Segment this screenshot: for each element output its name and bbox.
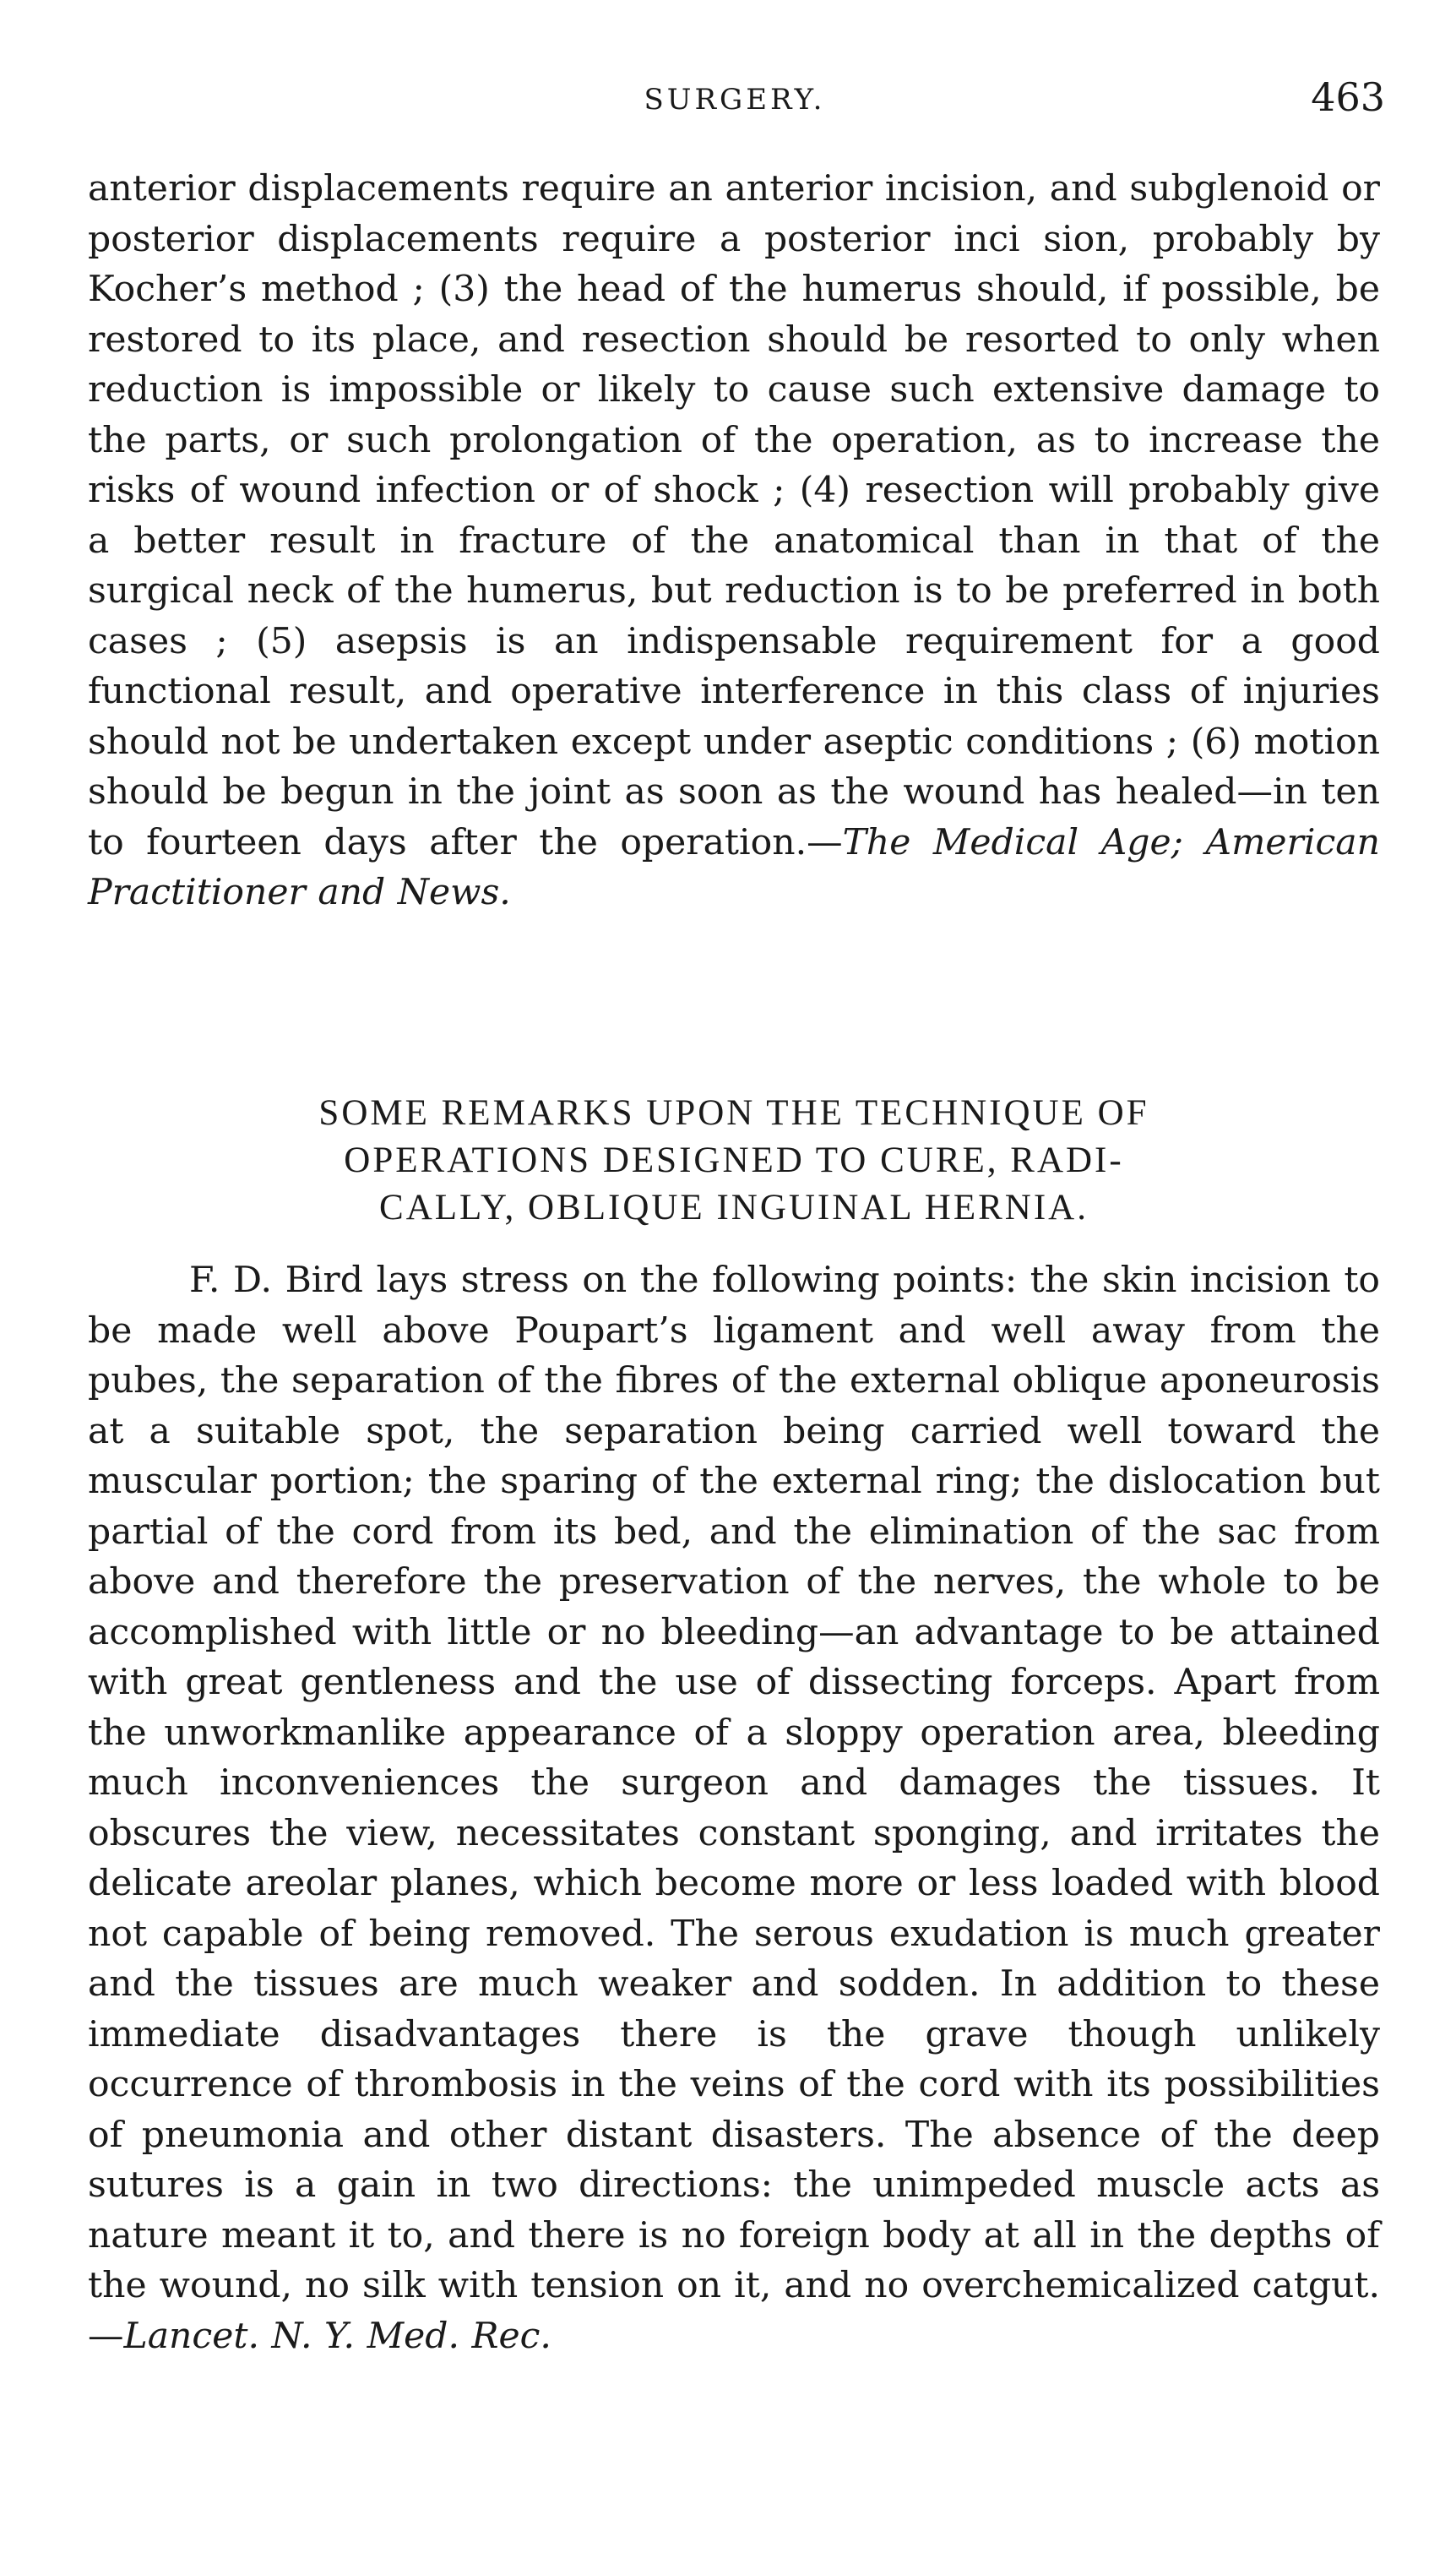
running-title: SURGERY. — [644, 83, 826, 117]
article-heading — [88, 1090, 1380, 1232]
heading-line: OPERATIONS DESIGNED TO CURE, RADI- — [344, 1140, 1124, 1180]
page-number: 463 — [1311, 74, 1385, 120]
heading-line: SOME REMARKS UPON THE TECHNIQUE OF — [318, 1093, 1149, 1133]
paragraph-text: F. D. Bird lays stress on the following points: the skin incision to be made well above Poupart’s ligament and well away from the pubes, the separation of the fibres of the external oblique aponeurosis at a suitable spot, the separation being carried well toward the muscular portion; the sparing of the external ring; the dislocation but partial of the cord from its bed, and the elimination of the sac from above and therefore the preservation of the nerves, the whole to be accomplished with little or no bleeding—an advantage to be attained with great gentleness and the use of dissecting forceps. Apart from the unworkmanlike appearance of a sloppy operation area, bleeding much inconveniences the surgeon and damages the tissues. It obscures the view, necessitates constant sponging, and irritates the delicate areolar planes, which become more or less loaded with blood not capable of being removed. The serous exudation is much greater and the tissues are much weaker and sodden. In addition to these immediate disadvantages there is the grave though unlikely occurrence of thrombosis in the veins of the cord with its possibilities of pneumonia and other distant disasters. The absence of the deep sutures is a gain in two directions: the unimpeded muscle acts as nature meant it to, and there is no foreign body at all in the depths of the wound, no silk with tension on it, and no overchemicalized catgut.— — [88, 1260, 1380, 2357]
source-citation: The Medical Age; American Practitioner and News. — [88, 821, 1380, 913]
running-head — [84, 74, 1385, 133]
article-paragraph — [88, 1255, 1380, 2361]
paragraph-continued — [88, 164, 1380, 918]
heading-line: CALLY, OBLIQUE INGUINAL HERNIA. — [379, 1188, 1089, 1228]
source-citation: Lancet. N. Y. Med. Rec. — [123, 2315, 551, 2357]
paragraph-text: anterior displacements require an anterior incision, and subglenoid or posterior displacements require a posterior inci sion, probably by Kocher’s method ; (3) the head of the humerus should, if possible, be restored to its place, and resection should be resorted to only when reduction is impossible or likely to cause such extensive damage to the parts, or such prolongation of the operation, as to increase the risks of wound infection or of shock ; (4) resection will probably give a better result in fracture of the anatomical than in that of the surgical neck of the humerus, but reduction is to be preferred in both cases ; (5) asepsis is an indispensable requirement for a good functional result, and operative interference in this class of injuries should not be undertaken except under aseptic conditions ; (6) motion should be begun in the joint as soon as the wound has healed—in ten to fourteen days after the operation.— — [88, 168, 1380, 863]
